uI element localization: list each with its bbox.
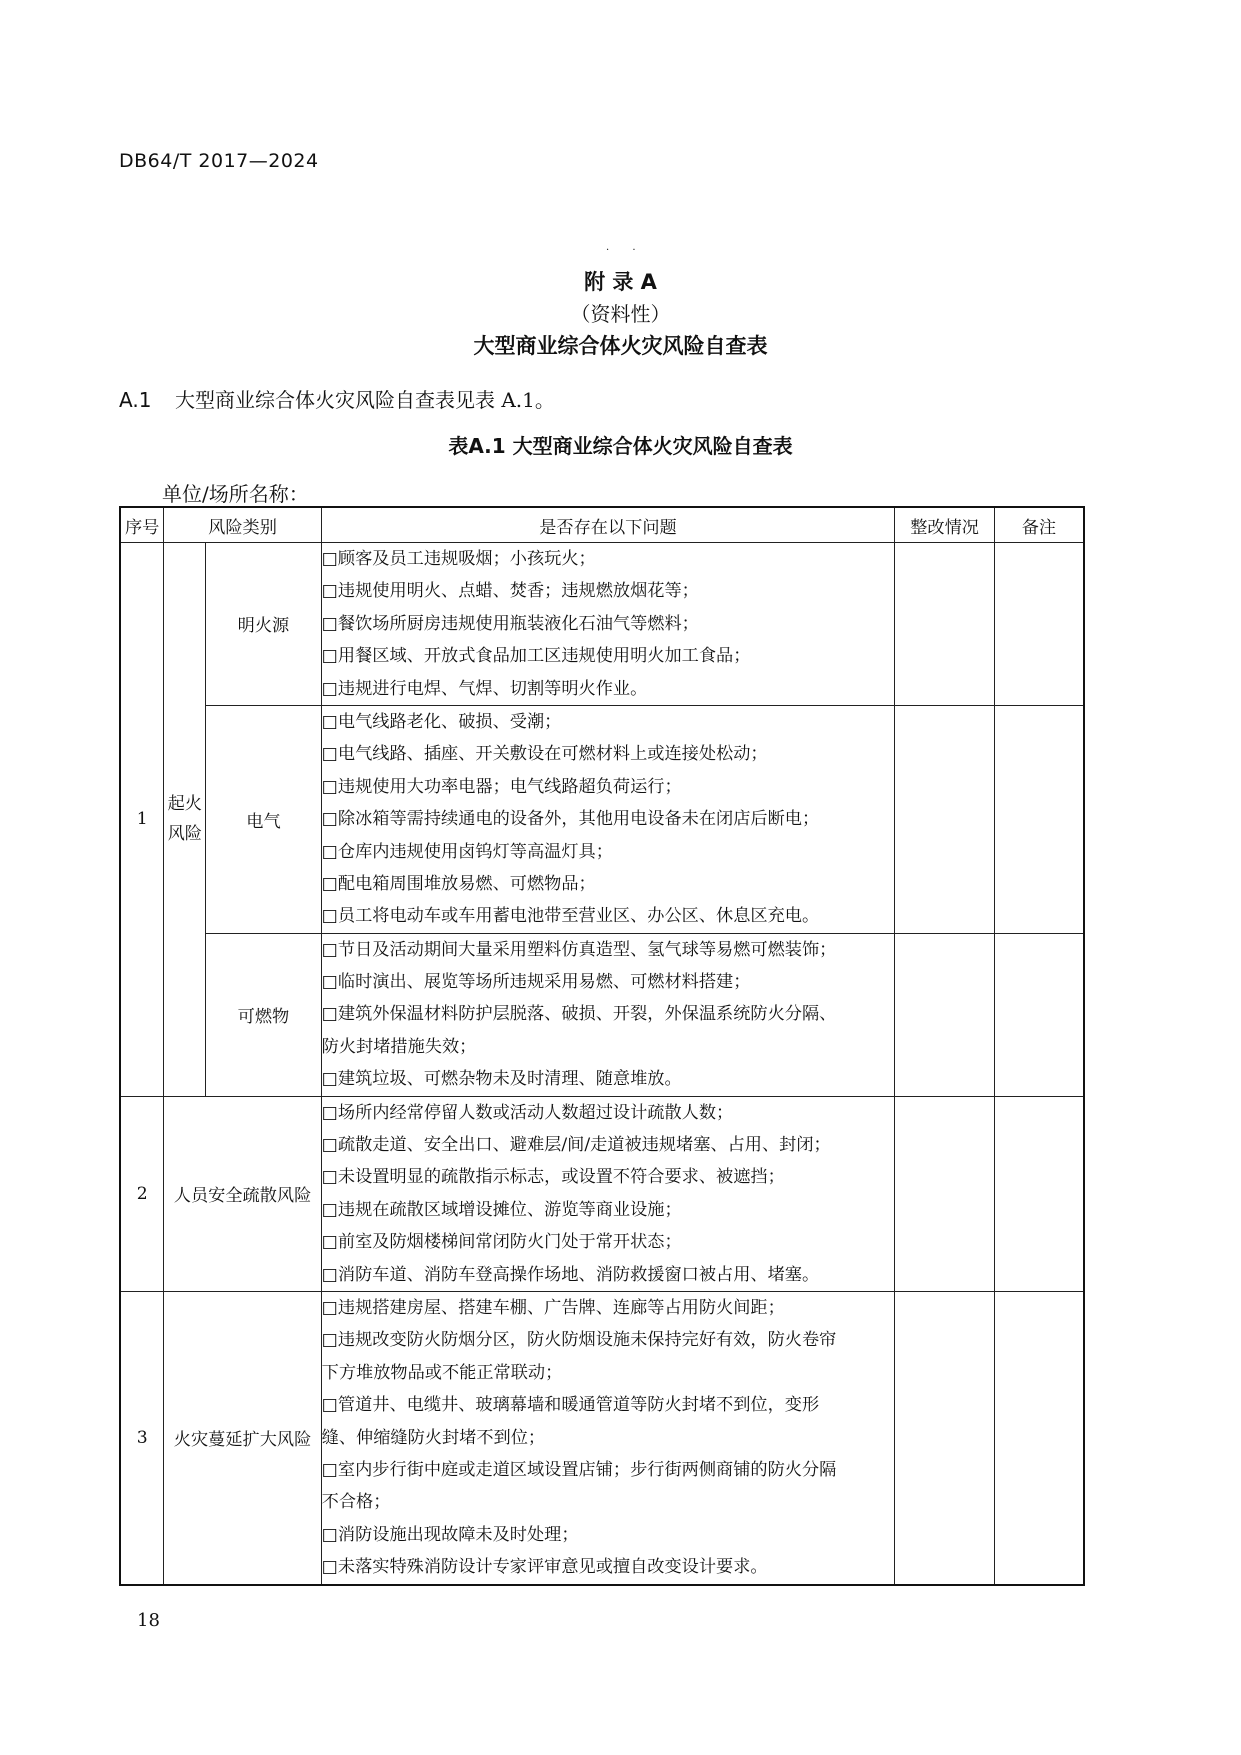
appendix-title: 附 录 A — [584, 270, 657, 294]
rectification-cell[interactable] — [895, 1291, 995, 1584]
appendix-type: （资料性） — [570, 302, 671, 326]
risk-category: 人员安全疏散风险 — [164, 1096, 321, 1291]
risk-category: 火灾蔓延扩大风险 — [164, 1291, 321, 1584]
remarks-cell[interactable] — [994, 933, 1084, 1096]
issue-item: □室内步行街中庭或走道区域设置店铺；步行街两侧商铺的防火分隔 — [321, 1459, 837, 1480]
issue-item: 缝、伸缩缝防火封堵不到位； — [321, 1427, 546, 1448]
remarks-cell[interactable] — [994, 543, 1084, 706]
header-no: 序号 — [120, 507, 164, 543]
remarks-cell[interactable] — [994, 1096, 1084, 1291]
clause-text: 大型商业综合体火灾风险自查表见表 A.1。 — [175, 388, 555, 412]
row-number: 1 — [120, 543, 164, 1097]
document-code: DB64/T 2017—2024 — [119, 150, 319, 172]
header-rectification: 整改情况 — [895, 507, 995, 543]
issue-list — [321, 1291, 895, 1584]
header-issues: 是否存在以下问题 — [321, 507, 895, 543]
rectification-cell[interactable] — [895, 543, 995, 706]
issue-item: □违规改变防火防烟分区，防火防烟设施未保持完好有效，防火卷帘 — [321, 1330, 837, 1351]
issue-item: □违规进行电焊、气焊、切割等明火作业。 — [321, 678, 648, 699]
issue-item: □顾客及员工违规吸烟；小孩玩火； — [321, 549, 596, 569]
unit-name-label: 单位/场所名称： — [162, 482, 309, 506]
issue-item: □电气线路、插座、开关敷设在可燃材料上或连接处松动； — [321, 744, 768, 765]
row-number: 2 — [120, 1096, 164, 1291]
risk-subcategory: 电气 — [206, 705, 321, 933]
issue-item: □违规使用明火、点蜡、焚香；违规燃放烟花等； — [321, 581, 699, 602]
rectification-cell[interactable] — [895, 705, 995, 933]
table-row — [120, 933, 1084, 1096]
issue-item: □仓库内违规使用卤钨灯等高温灯具； — [321, 841, 613, 862]
remarks-cell[interactable] — [994, 705, 1084, 933]
issue-item: □违规在疏散区域增设摊位、游览等商业设施； — [321, 1199, 682, 1220]
risk-subcategory: 明火源 — [206, 543, 321, 706]
table-row — [120, 1096, 1084, 1291]
risk-category: 起火风险 — [164, 543, 206, 1097]
issue-item: □节日及活动期间大量采用塑料仿真造型、氢气球等易燃可燃装饰； — [321, 939, 837, 960]
issue-item: □场所内经常停留人数或活动人数超过设计疏散人数； — [321, 1102, 734, 1123]
table-row — [120, 543, 1084, 706]
table-row — [120, 1291, 1084, 1584]
issue-item: □未落实特殊消防设计专家评审意见或擅自改变设计要求。 — [321, 1557, 768, 1578]
clause-number: A.1 — [119, 388, 152, 412]
issue-item: □用餐区域、开放式食品加工区违规使用明火加工食品； — [321, 646, 751, 667]
header-category: 风险类别 — [164, 507, 321, 543]
issue-item: □建筑垃圾、可燃杂物未及时清理、随意堆放。 — [321, 1069, 682, 1090]
remarks-cell[interactable] — [994, 1291, 1084, 1584]
rectification-cell[interactable] — [895, 1096, 995, 1291]
issue-list — [321, 705, 895, 933]
issue-item: □电气线路老化、破损、受潮； — [321, 711, 562, 732]
issue-item: □消防设施出现故障未及时处理； — [321, 1524, 579, 1545]
issue-item: □临时演出、展览等场所违规采用易燃、可燃材料搭建； — [321, 972, 751, 993]
table-row — [120, 705, 1084, 933]
issue-list — [321, 543, 895, 706]
issue-item: □餐饮场所厨房违规使用瓶装液化石油气等燃料； — [321, 613, 699, 634]
issue-list — [321, 933, 895, 1096]
issue-item: □管道井、电缆井、玻璃幕墙和暖通管道等防火封堵不到位，变形 — [321, 1395, 820, 1416]
appendix-name: 大型商业综合体火灾风险自查表 — [473, 334, 768, 358]
issue-item: □消防车道、消防车登高操作场地、消防救援窗口被占用、堵塞。 — [321, 1264, 820, 1285]
issue-item: □员工将电动车或车用蓄电池带至营业区、办公区、休息区充电。 — [321, 906, 820, 927]
issue-item: 下方堆放物品或不能正常联动； — [321, 1362, 563, 1383]
decorative-dots: . . — [606, 242, 646, 253]
issue-item: □未设置明显的疏散指示标志，或设置不符合要求、被遮挡； — [321, 1167, 785, 1188]
risk-checklist-table — [119, 506, 1085, 1586]
row-number: 3 — [120, 1291, 164, 1584]
issue-list — [321, 1096, 895, 1291]
issue-item: □违规搭建房屋、搭建车棚、广告牌、连廊等占用防火间距； — [321, 1297, 785, 1318]
issue-item: □配电箱周围堆放易燃、可燃物品； — [321, 873, 596, 894]
issue-item: □前室及防烟楼梯间常闭防火门处于常开状态； — [321, 1232, 682, 1253]
rectification-cell[interactable] — [895, 933, 995, 1096]
table-header-row — [120, 507, 1084, 543]
issue-item: □违规使用大功率电器；电气线路超负荷运行； — [321, 776, 682, 797]
header-remarks: 备注 — [994, 507, 1084, 543]
table-title: 表A.1 大型商业综合体火灾风险自查表 — [448, 434, 793, 458]
issue-item: □建筑外保温材料防护层脱落、破损、开裂，外保温系统防火分隔、 — [321, 1004, 837, 1025]
page-number: 18 — [137, 1610, 160, 1631]
issue-item: 防火封堵措施失效； — [321, 1036, 477, 1057]
issue-item: □除冰箱等需持续通电的设备外，其他用电设备未在闭店后断电； — [321, 809, 820, 830]
risk-subcategory: 可燃物 — [206, 933, 321, 1096]
issue-item: 不合格； — [321, 1492, 391, 1513]
issue-item: □疏散走道、安全出口、避难层/间/走道被违规堵塞、占用、封闭； — [321, 1135, 831, 1156]
clause-a1 — [119, 384, 555, 413]
